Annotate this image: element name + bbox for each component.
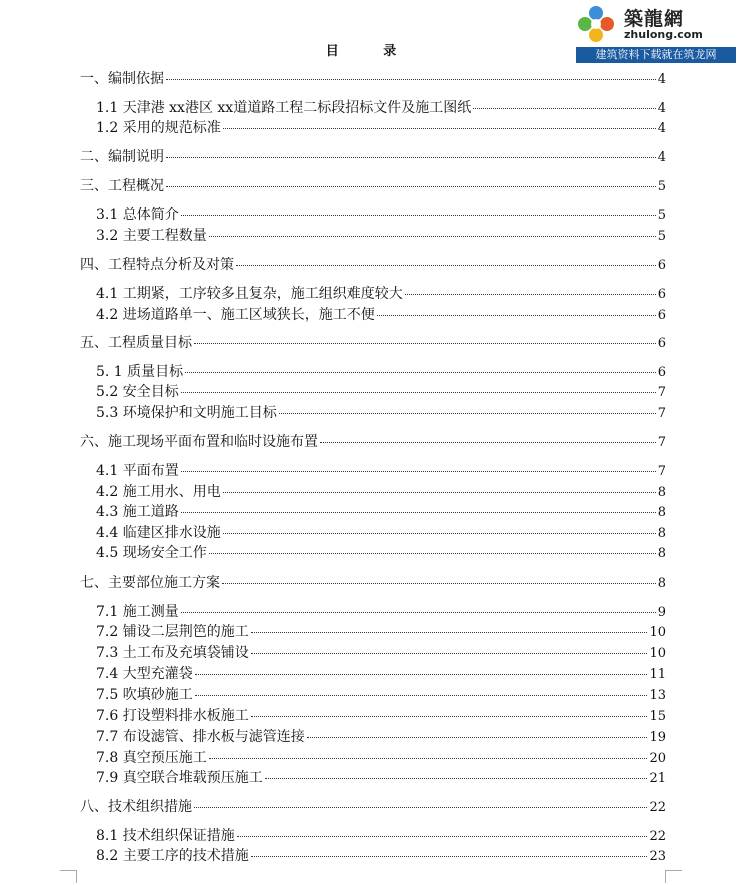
toc-page-number: 6: [657, 258, 666, 273]
toc-entry-text: 4.2 进场道路单一、施工区域狭长，施工不便: [96, 307, 375, 323]
toc-page-number: 6: [657, 336, 666, 351]
toc-leader-dots: [181, 612, 656, 613]
toc-page-number: 7: [657, 385, 666, 400]
toc-leader-dots: [377, 315, 656, 316]
toc-leader-dots: [405, 294, 656, 295]
toc-entry[interactable]: [0, 483, 742, 501]
toc-page-number: 7: [657, 464, 666, 479]
toc-leader-dots: [237, 836, 648, 837]
toc-entry-text: 3.1 总体简介: [96, 207, 179, 223]
toc-entry-text: 1.2 采用的规范标准: [96, 120, 221, 136]
toc-page-number: 22: [649, 829, 666, 844]
toc-entry-text: 7.8 真空预压施工: [96, 750, 207, 766]
toc-leader-dots: [251, 716, 648, 717]
toc-entry[interactable]: [0, 363, 742, 381]
toc-entry-text: 8.1 技术组织保证措施: [96, 828, 235, 844]
toc-page-number: 13: [649, 688, 666, 703]
toc-page-number: 19: [649, 730, 666, 745]
toc-page-number: 9: [657, 605, 666, 620]
toc-leader-dots: [194, 807, 647, 808]
toc-page-number: 21: [649, 771, 666, 786]
toc-page-number: 5: [657, 229, 666, 244]
watermark-name: 築龍網: [624, 8, 685, 30]
toc-entry-text: 7.7 布设滤管、排水板与滤管连接: [96, 729, 305, 745]
toc-entry-text: 4.4 临建区排水设施: [96, 525, 221, 541]
toc-leader-dots: [223, 128, 656, 129]
toc-entry-text: 七、主要部位施工方案: [80, 575, 220, 591]
toc-leader-dots: [195, 695, 648, 696]
toc-entry[interactable]: [0, 148, 742, 166]
page-corner-mark-right: [665, 870, 682, 883]
toc-entry[interactable]: [0, 603, 742, 621]
toc-leader-dots: [222, 583, 656, 584]
toc-entry-text: 4.3 施工道路: [96, 504, 179, 520]
toc-page-number: 4: [657, 72, 666, 87]
toc-entry[interactable]: [0, 99, 742, 117]
toc-leader-dots: [251, 856, 648, 857]
toc-leader-dots: [195, 674, 648, 675]
toc-leader-dots: [236, 265, 656, 266]
toc-leader-dots: [185, 372, 656, 373]
toc-entry[interactable]: [0, 644, 742, 662]
toc-entry-text: 4.5 现场安全工作: [96, 545, 207, 561]
toc-page-number: 7: [657, 406, 666, 421]
toc-leader-dots: [473, 108, 656, 109]
toc-leader-dots: [181, 512, 656, 513]
toc-page-number: 8: [657, 546, 666, 561]
toc-page-number: 8: [657, 505, 666, 520]
toc-entry[interactable]: [0, 798, 742, 816]
toc-entry[interactable]: [0, 285, 742, 303]
toc-entry[interactable]: [0, 623, 742, 641]
toc-entry-text: 3.2 主要工程数量: [96, 228, 207, 244]
toc-entry-text: 4.2 施工用水、用电: [96, 484, 221, 500]
toc-entry-text: 7.1 施工测量: [96, 604, 179, 620]
toc-leader-dots: [251, 632, 648, 633]
toc-leader-dots: [209, 236, 656, 237]
toc-entry-text: 四、工程特点分析及对策: [80, 257, 234, 273]
toc-leader-dots: [279, 413, 656, 414]
toc-leader-dots: [194, 343, 656, 344]
toc-leader-dots: [223, 533, 656, 534]
toc-entry[interactable]: [0, 177, 742, 195]
toc-entry-text: 7.2 铺设二层荆笆的施工: [96, 624, 249, 640]
toc-entry-text: 7.3 土工布及充填袋铺设: [96, 645, 249, 661]
toc-entry[interactable]: [0, 306, 742, 324]
toc-page-number: 23: [649, 849, 666, 864]
toc-page-number: 5: [657, 179, 666, 194]
toc-page-number: 6: [657, 308, 666, 323]
toc-page-number: 8: [657, 526, 666, 541]
toc-entry[interactable]: [0, 462, 742, 480]
toc-entry-text: 五、工程质量目标: [80, 335, 192, 351]
toc-leader-dots: [181, 392, 656, 393]
toc-entry[interactable]: [0, 728, 742, 746]
toc-page-number: 10: [649, 625, 666, 640]
toc-entry[interactable]: [0, 334, 742, 352]
toc-entry[interactable]: [0, 769, 742, 787]
toc-entry[interactable]: [0, 827, 742, 845]
toc-leader-dots: [265, 778, 648, 779]
toc-leader-dots: [166, 186, 656, 187]
toc-entry[interactable]: [0, 544, 742, 562]
toc-leader-dots: [209, 553, 656, 554]
toc-entry[interactable]: [0, 749, 742, 767]
toc-entry-text: 4.1 平面布置: [96, 463, 179, 479]
toc-entry-text: 5.3 环境保护和文明施工目标: [96, 405, 277, 421]
toc-entry-text: 5. 1 质量目标: [96, 364, 184, 380]
toc-entry[interactable]: [0, 119, 742, 137]
toc-page-number: 5: [657, 208, 666, 223]
toc-leader-dots: [166, 79, 656, 80]
toc-entry[interactable]: [0, 404, 742, 422]
toc-page-number: 20: [649, 751, 666, 766]
toc-entry-text: 1.1 天津港 xx港区 xx道道路工程二标段招标文件及施工图纸: [96, 100, 472, 116]
toc-entry-text: 5.2 安全目标: [96, 384, 179, 400]
toc-leader-dots: [251, 653, 648, 654]
toc-page-number: 6: [657, 287, 666, 302]
toc-entry-text: 八、技术组织措施: [80, 799, 192, 815]
toc-page-number: 15: [649, 709, 666, 724]
toc-page-number: 4: [657, 150, 666, 165]
toc-leader-dots: [223, 492, 656, 493]
zhulong-logo-icon: [576, 4, 616, 44]
toc-title: 目 录: [325, 44, 417, 59]
toc-entry[interactable]: [0, 524, 742, 542]
toc-leader-dots: [181, 471, 656, 472]
toc-entry-text: 7.6 打设塑料排水板施工: [96, 708, 249, 724]
toc-leader-dots: [320, 442, 656, 443]
watermark-domain: zhulong.com: [624, 28, 703, 41]
toc-entry-text: 4.1 工期紧，工序较多且复杂，施工组织难度较大: [96, 286, 403, 302]
toc-page-number: 11: [649, 667, 666, 682]
toc-entry[interactable]: [0, 707, 742, 725]
toc-page-number: 6: [657, 365, 666, 380]
toc-entry-text: 7.9 真空联合堆载预压施工: [96, 770, 263, 786]
toc-page-number: 7: [657, 435, 666, 450]
toc-page-number: 4: [657, 121, 666, 136]
toc-entry-text: 二、编制说明: [80, 149, 164, 165]
toc-entry[interactable]: [0, 503, 742, 521]
toc-entry[interactable]: [0, 70, 742, 88]
toc-entry-text: 六、施工现场平面布置和临时设施布置: [80, 434, 318, 450]
toc-leader-dots: [166, 157, 656, 158]
toc-leader-dots: [307, 737, 648, 738]
toc-page-number: 22: [649, 800, 666, 815]
toc-entry-text: 一、编制依据: [80, 71, 164, 87]
toc-entry[interactable]: [0, 433, 742, 451]
watermark-banner: 建筑资料下载就在筑龙网: [576, 47, 736, 63]
toc-leader-dots: [181, 215, 656, 216]
toc-entry[interactable]: [0, 686, 742, 704]
toc-entry[interactable]: [0, 256, 742, 274]
toc-entry[interactable]: [0, 383, 742, 401]
toc-entry-text: 8.2 主要工序的技术措施: [96, 848, 249, 864]
toc-leader-dots: [209, 758, 648, 759]
toc-page-number: 8: [657, 485, 666, 500]
toc-entry-text: 7.5 吹填砂施工: [96, 687, 193, 703]
toc-page-number: 10: [649, 646, 666, 661]
toc-entry[interactable]: [0, 206, 742, 224]
toc-entry[interactable]: [0, 574, 742, 592]
toc-entry[interactable]: [0, 227, 742, 245]
toc-entry[interactable]: [0, 847, 742, 865]
page-corner-mark-left: [60, 870, 77, 883]
toc-entry[interactable]: [0, 665, 742, 683]
toc-entry-text: 三、工程概况: [80, 178, 164, 194]
toc-page-number: 8: [657, 576, 666, 591]
toc-page-number: 4: [657, 101, 666, 116]
toc-entry-text: 7.4 大型充灌袋: [96, 666, 193, 682]
